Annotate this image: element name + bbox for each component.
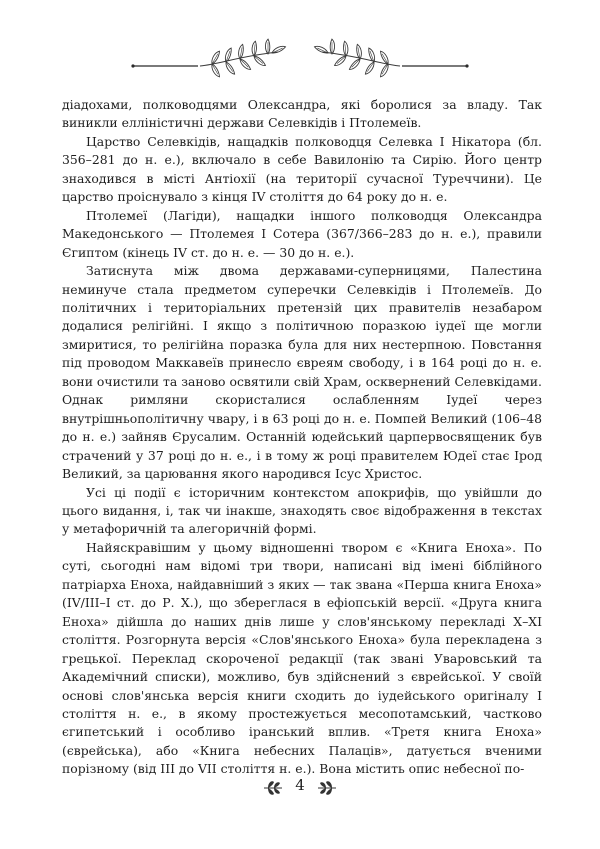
laurel-branches-ornament (0, 0, 600, 90)
page-number: 4 (295, 776, 305, 794)
leaf-sprig-ornament-right (316, 770, 338, 800)
paragraph: Усi цi подiї є iсторичним контекстом апокрифiв, що увiйшли до цього видання, i, так чи iнакше, знаходять своє вiдображення в текстах у метафоричнiй та алегоричнiй формi. (62, 484, 542, 537)
paragraph: Найяскравiшим у цьому вiдношеннi твором є «Книга Еноха». По сутi, сьогоднi нам вiдомi три твори, написанi вiд iменi бiблiйного патрiарха Еноха, найдавнiший з яких — так звана «Перша книга Еноха» (IV/III–I ст. до Р. Х.), що збереглася в ефiопськiй версiї. «Друга книга Еноха» дiйшла до наших днiв лише у слов'янському перекладi X–XI столiття. Розгорнута версiя «Слов'янського Еноха» була перекладена з грецької. Переклад скороченої редакцiї (так званi Уваровський та Академiчний списки), можливо, був здiйснений з єврейської. У своїй основi слов'янська версiя книги сходить до iудейського оригiналу I столiття н. е., в якому простежується месопотамський, частково єгипетський i особливо iранський вплив. «Третя книга Еноха» (єврейська), або «Книга небесних Палацiв», датується вченими порiзному (вiд III до VII столiття н. е.). Вона мiстить опис небесної по- (62, 539, 542, 777)
paragraph: Царство Селевкiдiв, нащадкiв полководця Селевка I Нiкатора (бл. 356–281 до н. е.), включало в себе Вавилонiю та Сирiю. Його центр знаходився в мiстi Антiохiї (на територiї сучасної Туреччини). Це царство проiснувало з кiнця IV столiття до 64 року до н. е. (62, 133, 542, 205)
paragraph: Птолемеї (Лагiди), нащадки iншого полководця Олександра Македонського — Птолемея I Сотера (367/366–283 до н. е.), правили Єгиптом (кiнець IV ст. до н. е. — 30 до н. е.). (62, 207, 542, 260)
leaf-sprig-ornament-left (262, 770, 284, 800)
paragraph: Затиснута мiж двома державами-суперницями, Палестина неминуче стала предметом суперечки Селевкiдiв i Птолемеїв. До полiтичних i територiальних претензiй цих правителiв незабаром додалися релiгiйнi. I якщо з полiтичною поразкою iудеї ще могли змиритися, то релiгiйна поразка була для них нестерпною. Повстання пiд проводом Маккавеїв принесло євреям свободу, i в 164 роцi до н. е. вони очистили та заново освятили свiй Храм, осквернений Селевкiдами. Однак римляни скористалися ослабленням Iудеї через внутрiшньополiтичну чвару, i в 63 роцi до н. е. Помпей Великий (106–48 до н. е.) зайняв Єрусалим. Останнiй юдейський царпервосвященик був страчений у 37 роцi до н. е., i в тому ж роцi правителем Юдеї стає Iрод Великий, за царювання якого народився Iсус Христос. (62, 263, 542, 482)
paragraph: діадохами, полководцями Олександра, які боролися за владу. Так виникли еллiнiстичнi держави Селевкiдiв i Птолемеїв. (62, 97, 542, 131)
body-text (62, 96, 542, 779)
